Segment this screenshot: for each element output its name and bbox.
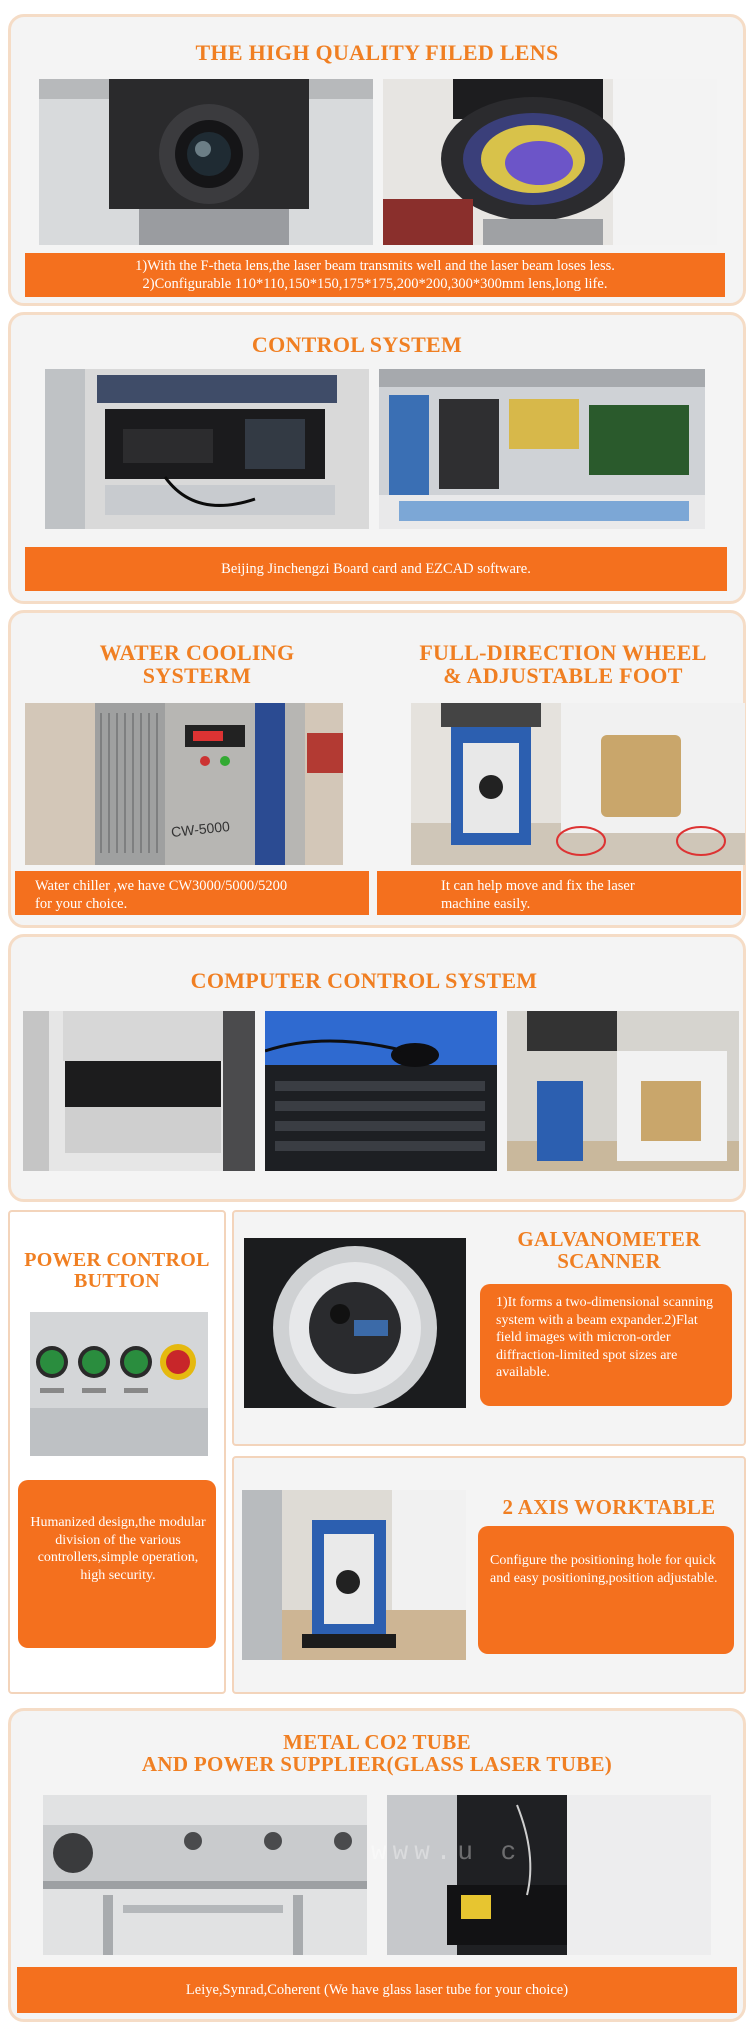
wheel-text-line-1: It can help move and fix the laser bbox=[441, 878, 635, 894]
galvo-title-line-1: GALVANOMETER bbox=[517, 1227, 701, 1251]
wheel-info-bar bbox=[377, 871, 741, 915]
lens-section bbox=[8, 14, 746, 306]
worktable-info-box bbox=[478, 1526, 734, 1654]
galvo-section bbox=[232, 1210, 746, 1446]
lens-photo-2 bbox=[383, 79, 717, 245]
lens-info-bar bbox=[25, 253, 725, 297]
power-section bbox=[8, 1210, 226, 1694]
worktable-section bbox=[232, 1456, 746, 1694]
lens-line-1: 1)With the F-theta lens,the laser beam transmits well and the laser beam loses less. bbox=[135, 258, 615, 274]
galvo-info-box bbox=[480, 1284, 732, 1406]
wheel-photo bbox=[411, 703, 745, 865]
control-section bbox=[8, 312, 746, 604]
control-title: CONTROL SYSTEM bbox=[251, 332, 463, 357]
galvo-title bbox=[484, 1228, 734, 1272]
wheel-text-line-2: machine easily. bbox=[441, 896, 531, 913]
power-buttons-photo bbox=[30, 1312, 208, 1456]
tube-photo-1 bbox=[43, 1795, 367, 1955]
control-text: Beijing Jinchengzi Board card and EZCAD software. bbox=[221, 561, 531, 577]
computer-section bbox=[8, 934, 746, 1202]
worktable-text: Configure the positioning hole for quick and easy positioning,position adjustable. bbox=[490, 1553, 718, 1586]
chiller-model-label: CW-5000 bbox=[170, 817, 231, 841]
tube-title-line-1: METAL CO2 TUBE bbox=[283, 1730, 471, 1754]
worktable-title: 2 AXIS WORKTABLE bbox=[502, 1495, 716, 1519]
tube-info-bar bbox=[17, 1967, 737, 2013]
computer-photo-1 bbox=[23, 1011, 255, 1171]
tube-text: Leiye,Synrad,Coherent (We have glass laser tube for your choice) bbox=[185, 1982, 569, 1998]
tube-section bbox=[8, 1708, 746, 2022]
chiller-photo bbox=[25, 703, 343, 865]
galvo-title-line-2: SCANNER bbox=[557, 1249, 661, 1274]
computer-photo-3 bbox=[507, 1011, 739, 1171]
cooling-title-line-1: WATER COOLING bbox=[99, 640, 295, 665]
power-title-line-1: POWER CONTROL bbox=[24, 1249, 210, 1271]
power-title-line-2: BUTTON bbox=[74, 1270, 160, 1292]
power-text: Humanized design,the modular division of the various controllers,simple operation, high security. bbox=[30, 1515, 206, 1583]
lens-line-2: 2)Configurable 110*110,150*150,175*175,200*200,300*300mm lens,long life. bbox=[142, 276, 608, 293]
tube-title-line-2: AND POWER SUPPLIER(GLASS LASER TUBE) bbox=[141, 1752, 613, 1777]
worktable-photo bbox=[242, 1490, 466, 1660]
cooling-text-line-1: Water chiller ,we have CW3000/5000/5200 bbox=[35, 878, 288, 894]
lens-photo-1 bbox=[39, 79, 373, 245]
control-photo-1 bbox=[45, 369, 369, 529]
cooling-info-bar bbox=[15, 871, 369, 915]
cooling-title-line-2: SYSTERM bbox=[142, 663, 252, 689]
tube-title bbox=[11, 1731, 743, 1775]
wheel-title-line-1: FULL-DIRECTION WHEEL bbox=[419, 640, 707, 665]
computer-photo-2 bbox=[265, 1011, 497, 1171]
control-photo-2 bbox=[379, 369, 705, 529]
cooling-title bbox=[27, 641, 367, 687]
cooling-wheel-section bbox=[8, 610, 746, 928]
lens-title: THE HIGH QUALITY FILED LENS bbox=[195, 40, 559, 65]
power-info-box bbox=[18, 1480, 216, 1648]
galvo-text: 1)It forms a two-dimensional scanning system with a beam expander.2)Flat field images with micron-order diffraction-limited spot sizes are available. bbox=[496, 1295, 713, 1380]
power-title bbox=[10, 1250, 224, 1292]
cooling-text-line-2: for your choice. bbox=[35, 896, 128, 913]
control-info-bar bbox=[25, 547, 727, 591]
wheel-title-line-2: & ADJUSTABLE FOOT bbox=[443, 663, 683, 689]
tube-photo-2 bbox=[387, 1795, 711, 1955]
wheel-title bbox=[393, 641, 733, 687]
computer-title: COMPUTER CONTROL SYSTEM bbox=[190, 968, 538, 993]
galvo-photo bbox=[244, 1238, 466, 1408]
tube-watermark: www.u c bbox=[371, 1837, 523, 1867]
